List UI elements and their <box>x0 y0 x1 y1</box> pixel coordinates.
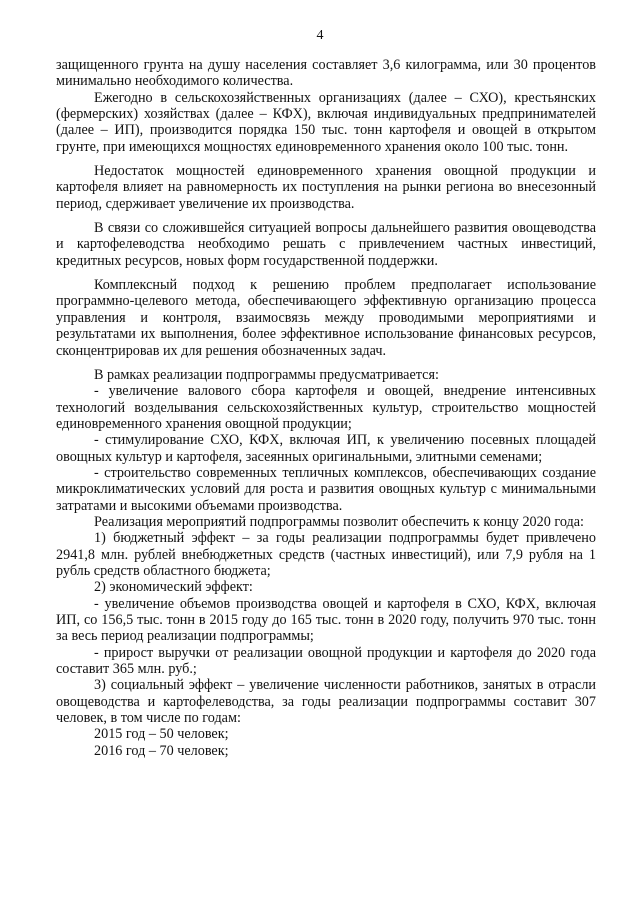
list-item-harvest: - увеличение валового сбора картофеля и овощей, внедрение интенсивных технологий возделывания сельскохозяйственных культур, строительство мощностей единовременного хранения овощной продукции; <box>56 383 596 432</box>
paragraph-subprogram-intro: В рамках реализации подпрограммы предусматривается: <box>94 366 439 383</box>
body-text <box>56 57 596 759</box>
list-item-stimulation: - стимулирование СХО, КФХ, включая ИП, к увеличению посевных площадей овощных культур и картофеля, засеянных оригинальными, элитными семенами; <box>56 432 596 465</box>
list-item-greenhouses: - строительство современных тепличных комплексов, обеспечивающих создание микроклиматических условий для роста и развития овощных культур с минимальными затратами и высокими объемами производства. <box>56 464 596 514</box>
paragraph-annual-production: Ежегодно в сельскохозяйственных организациях (далее – СХО), крестьянских (фермерских) хозяйствах (далее – КФХ), включая индивидуальных предпринимателей (далее – ИП), производится порядка 150 тыс. тонн картофеля и овощей в открытом грунте, при имеющихся мощностях единовременного хранения около 100 тыс. тонн. <box>56 89 596 155</box>
list-item-economic-effect: 2) экономический эффект: <box>94 579 253 596</box>
paragraph-development-issues: В связи со сложившейся ситуацией вопросы дальнейшего развития овощеводства и картофелеводства необходимо решать с привлечением частных инвестиций, кредитных ресурсов, новых форм государственной поддержки. <box>56 220 596 269</box>
list-item-budget-effect: 1) бюджетный эффект – за годы реализации подпрограммы будет привлечено 2941,8 млн. рублей внебюджетных средств (частных инвестиций), или 7,9 рубля на 1 рубль средств областного бюджета; <box>56 530 596 579</box>
list-item-social-effect: 3) социальный эффект – увеличение численности работников, занятых в отрасли овощеводства и картофелеводства, за годы реализации подпрограммы составит 307 человек, в том числе по годам: <box>56 677 596 727</box>
list-item-production-increase: - увеличение объемов производства овощей и картофеля в СХО, КФХ, включая ИП, со 156,5 тыс. тонн в 2015 году до 165 тыс. тонн в 2020 году, получить 970 тыс. тонн за весь период реализации подпрограммы; <box>56 595 596 645</box>
paragraph-continuation: защищенного грунта на душу населения составляет 3,6 килограмма, или 30 процентов минимально необходимого количества. <box>56 57 596 90</box>
list-item-year-2016: 2016 год – 70 человек; <box>94 742 229 759</box>
paragraph-storage-shortage: Недостаток мощностей единовременного хранения овощной продукции и картофеля влияет на равномерность их поступления на рынки региона во внесезонный период, сдерживает увеличение их производства. <box>56 163 596 212</box>
page-number: 4 <box>316 28 324 43</box>
list-item-year-2015: 2015 год – 50 человек; <box>94 726 229 743</box>
paragraph-results-intro: Реализация мероприятий подпрограммы позволит обеспечить к концу 2020 года: <box>94 513 584 530</box>
list-item-revenue-growth: - прирост выручки от реализации овощной продукции и картофеля до 2020 года составит 365 млн. руб.; <box>56 644 596 678</box>
paragraph-complex-approach: Комплексный подход к решению проблем предполагает использование программно-целевого метода, обеспечивающего эффективную организацию процесса управления и контроля, взаимосвязь между проводимыми мероприятиями и результатами их выполнения, более эффективное использование финансовых ресурсов, сконцентрировав их для решения обозначенных задач. <box>56 277 596 359</box>
